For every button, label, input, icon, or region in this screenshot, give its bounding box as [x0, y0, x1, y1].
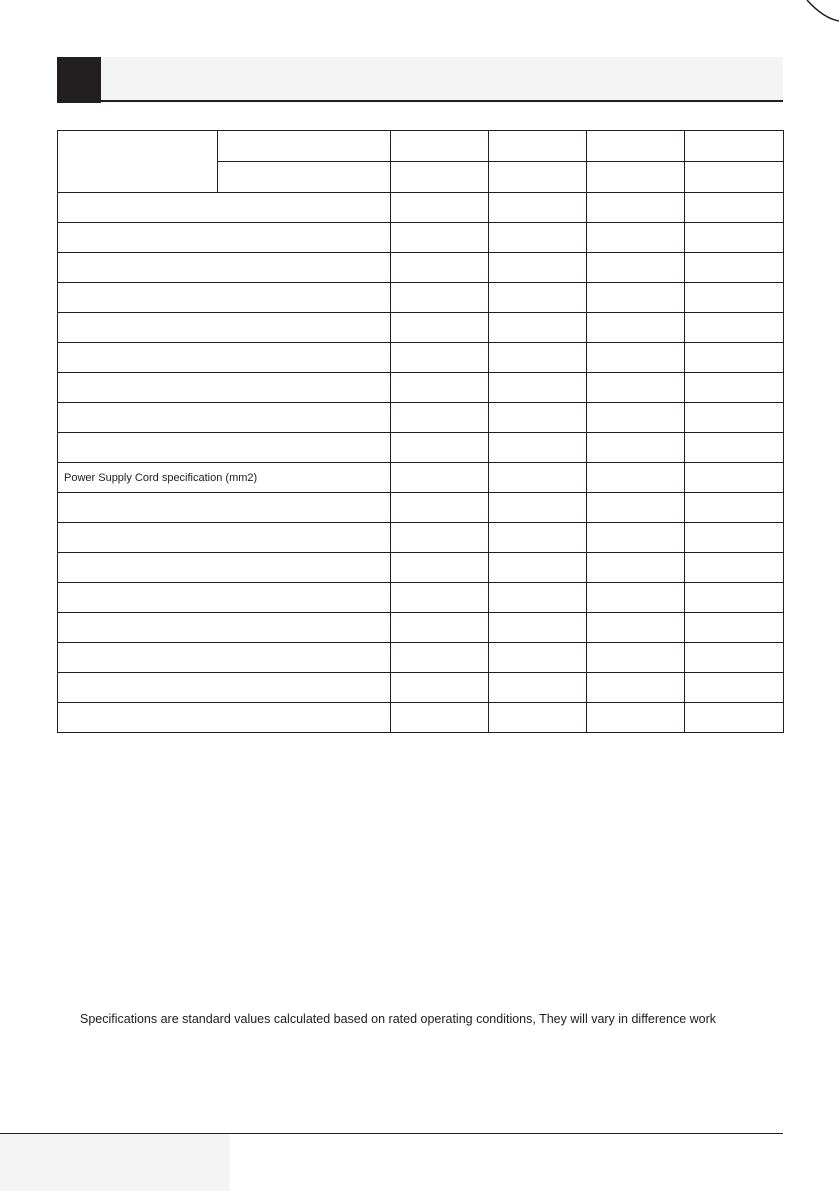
row-value-cell — [587, 253, 685, 283]
row-value-cell — [489, 613, 587, 643]
table-row — [58, 223, 784, 253]
row-value-cell — [587, 433, 685, 463]
row-value-cell — [489, 433, 587, 463]
row-value-cell — [489, 253, 587, 283]
row-value-cell — [391, 433, 489, 463]
row-value-cell — [587, 583, 685, 613]
header-sub-label-1 — [218, 131, 391, 162]
row-label — [58, 613, 391, 643]
row-value-cell — [685, 673, 784, 703]
row-value-cell — [685, 613, 784, 643]
header-value-cell — [489, 162, 587, 193]
row-value-cell — [391, 193, 489, 223]
row-value-cell — [587, 283, 685, 313]
table-row — [58, 283, 784, 313]
row-value-cell — [587, 493, 685, 523]
table-row — [58, 523, 784, 553]
row-label — [58, 523, 391, 553]
table-row — [58, 253, 784, 283]
table-row — [58, 403, 784, 433]
row-value-cell — [685, 583, 784, 613]
table-row — [58, 613, 784, 643]
row-label — [58, 643, 391, 673]
row-value-cell — [489, 283, 587, 313]
row-label — [58, 703, 391, 733]
row-value-cell — [685, 703, 784, 733]
row-value-cell — [685, 433, 784, 463]
table-row — [58, 433, 784, 463]
row-value-cell — [391, 373, 489, 403]
row-value-cell — [391, 403, 489, 433]
row-value-cell — [391, 583, 489, 613]
table-row — [58, 583, 784, 613]
row-label — [58, 223, 391, 253]
table-row — [58, 553, 784, 583]
specification-table — [57, 130, 784, 733]
row-value-cell — [685, 343, 784, 373]
row-value-cell — [391, 493, 489, 523]
row-label — [58, 493, 391, 523]
table-row — [58, 703, 784, 733]
row-label — [58, 403, 391, 433]
header-value-cell — [587, 131, 685, 162]
row-label — [58, 583, 391, 613]
row-value-cell — [391, 703, 489, 733]
row-value-cell — [685, 373, 784, 403]
row-value-cell — [587, 193, 685, 223]
specifications-footnote: Specifications are standard values calculated based on rated operating conditions, They will vary in difference work — [80, 1012, 717, 1026]
row-value-cell — [685, 283, 784, 313]
row-value-cell — [489, 463, 587, 493]
row-value-cell — [685, 223, 784, 253]
row-value-cell — [391, 253, 489, 283]
row-value-cell — [391, 223, 489, 253]
row-value-cell — [489, 193, 587, 223]
row-value-cell — [587, 223, 685, 253]
row-value-cell — [587, 703, 685, 733]
row-value-cell — [587, 463, 685, 493]
row-label — [58, 283, 391, 313]
row-value-cell — [587, 613, 685, 643]
row-value-cell — [391, 523, 489, 553]
row-value-cell — [489, 403, 587, 433]
row-label — [58, 193, 391, 223]
row-label: Power Supply Cord specification (mm2) — [58, 463, 391, 493]
row-value-cell — [685, 523, 784, 553]
header-model-cell — [58, 131, 218, 193]
row-label — [58, 373, 391, 403]
section-number-marker — [57, 57, 101, 103]
header-sub-label-2 — [218, 162, 391, 193]
row-value-cell — [391, 463, 489, 493]
row-value-cell — [685, 463, 784, 493]
row-label — [58, 343, 391, 373]
row-value-cell — [489, 643, 587, 673]
table-row — [58, 193, 784, 223]
row-value-cell — [587, 553, 685, 583]
footer-page-box — [0, 1134, 230, 1191]
header-value-cell — [391, 131, 489, 162]
row-value-cell — [489, 583, 587, 613]
row-value-cell — [685, 493, 784, 523]
row-value-cell — [391, 643, 489, 673]
row-value-cell — [489, 313, 587, 343]
table-row — [58, 313, 784, 343]
section-header — [57, 57, 783, 103]
table-row — [58, 673, 784, 703]
row-value-cell — [587, 373, 685, 403]
row-value-cell — [685, 553, 784, 583]
row-value-cell — [685, 403, 784, 433]
row-value-cell — [489, 553, 587, 583]
row-value-cell — [587, 403, 685, 433]
row-label — [58, 553, 391, 583]
row-value-cell — [391, 343, 489, 373]
table-row — [58, 343, 784, 373]
header-value-cell — [391, 162, 489, 193]
row-label — [58, 313, 391, 343]
row-value-cell — [391, 553, 489, 583]
header-value-cell — [489, 131, 587, 162]
row-value-cell — [685, 313, 784, 343]
row-value-cell — [489, 343, 587, 373]
row-value-cell — [587, 313, 685, 343]
row-label — [58, 433, 391, 463]
row-value-cell — [587, 343, 685, 373]
row-value-cell — [489, 523, 587, 553]
table-row — [58, 493, 784, 523]
section-header-rule — [57, 100, 783, 102]
row-label — [58, 253, 391, 283]
page-corner-curve — [799, 0, 839, 40]
row-value-cell — [391, 673, 489, 703]
table-row — [58, 463, 784, 493]
header-value-cell — [685, 162, 784, 193]
row-value-cell — [587, 673, 685, 703]
header-value-cell — [587, 162, 685, 193]
row-value-cell — [489, 703, 587, 733]
row-value-cell — [391, 613, 489, 643]
row-value-cell — [391, 313, 489, 343]
header-value-cell — [685, 131, 784, 162]
table-row — [58, 373, 784, 403]
row-value-cell — [587, 643, 685, 673]
row-label — [58, 673, 391, 703]
row-value-cell — [685, 253, 784, 283]
row-value-cell — [489, 373, 587, 403]
table-header-row — [58, 131, 784, 162]
row-value-cell — [489, 673, 587, 703]
row-value-cell — [685, 643, 784, 673]
table-row — [58, 643, 784, 673]
row-value-cell — [489, 493, 587, 523]
row-value-cell — [391, 283, 489, 313]
row-value-cell — [685, 193, 784, 223]
row-value-cell — [587, 523, 685, 553]
row-value-cell — [489, 223, 587, 253]
